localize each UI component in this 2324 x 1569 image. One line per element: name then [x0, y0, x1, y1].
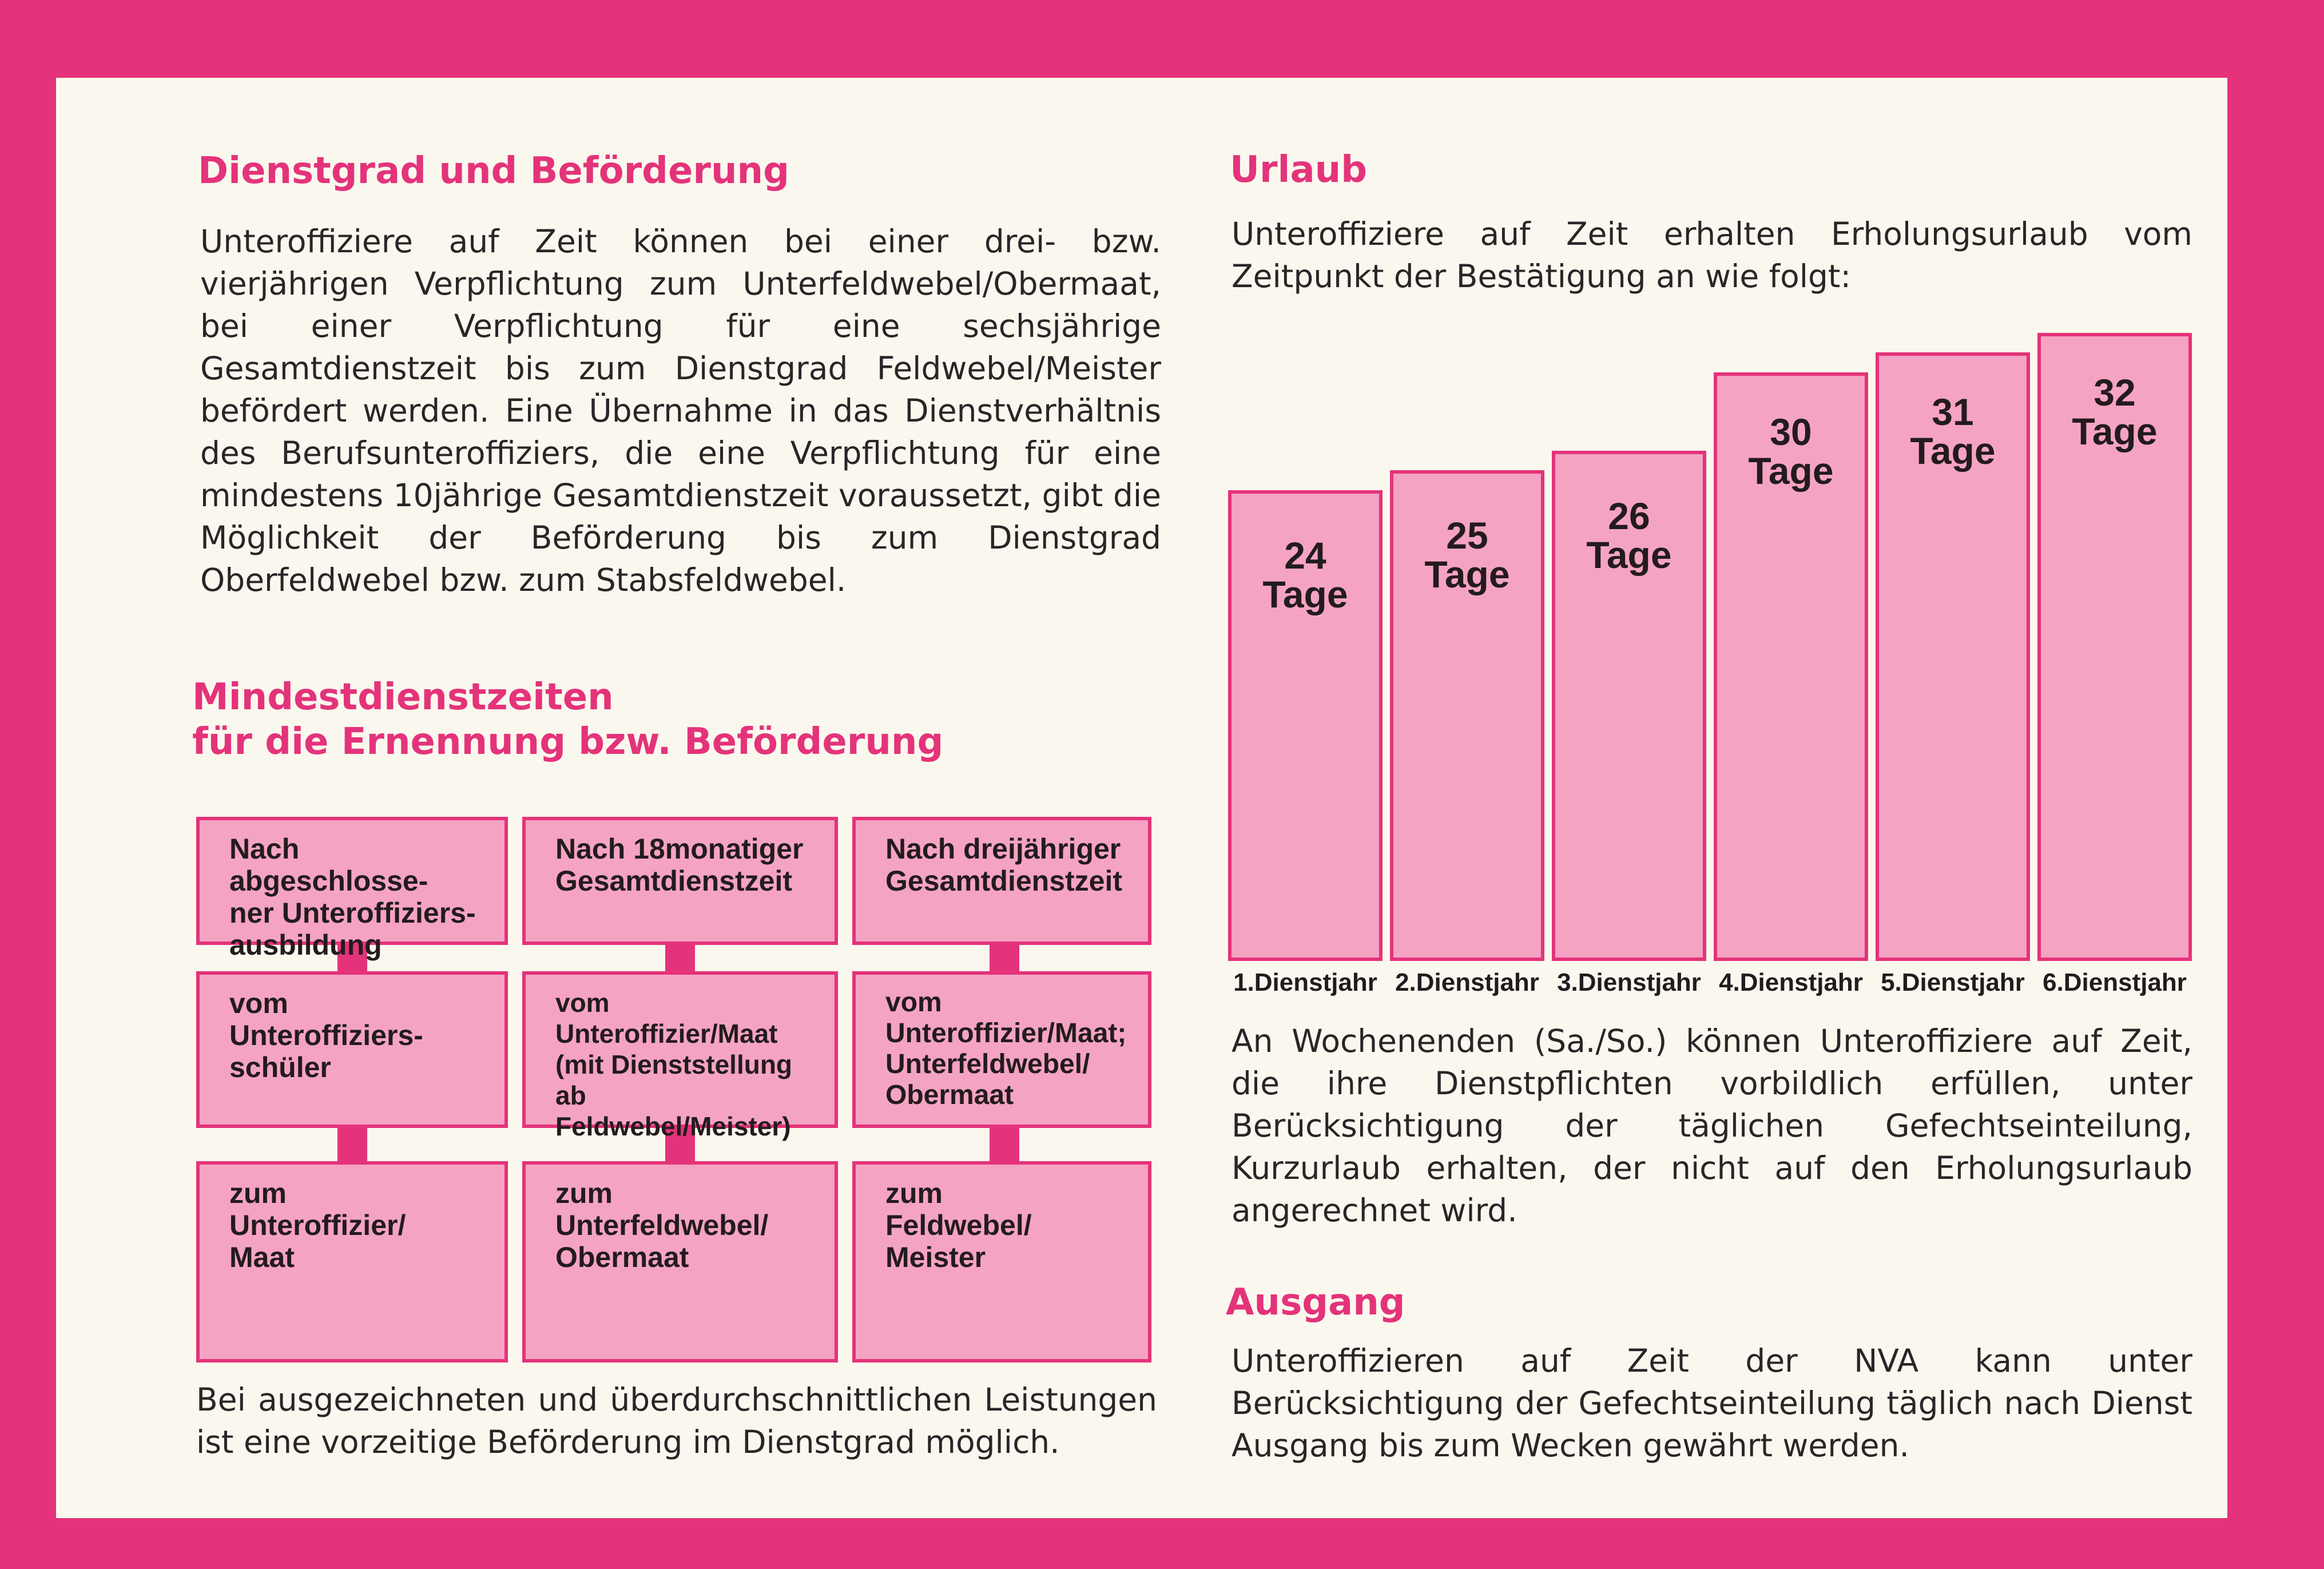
heading-mindestdienstzeiten-line2: für die Ernennung bzw. Beförderung — [192, 721, 944, 763]
x-tick-label-4: 4.Dienstjahr — [1719, 968, 1863, 996]
heading-ausgang: Ausgang — [1226, 1281, 1405, 1324]
from-rank-box-1: vom Unteroffiziers- schüler — [196, 971, 508, 1128]
condition-box-1: Nach abgeschlosse- ner Unteroffiziers- ausbildung — [196, 817, 508, 945]
paragraph-dienstgrad: Unteroffiziere auf Zeit können bei einer drei- bzw. vierjährigen Verpflichtung zum Unterfeldwebel/Obermaat, bei einer Verpflichtung für eine sechsjährige Gesamtdienstzeit bis zum Dienstgrad Feldwebel/Meister befördert werden. Eine Übernahme in das Dienstverhältnis des Berufsunteroffiziers, die eine Verpflichtung für eine mindestens 10jährige Gesamtdienstzeit voraussetzt, gibt die Möglichkeit der Beförderung bis zum Dienstgrad Oberfeldwebel bzw. zum Stabsfeldwebel. — [200, 223, 1161, 598]
x-tick-label-2: 2.Dienstjahr — [1395, 968, 1539, 996]
paragraph-urlaub: Unteroffiziere auf Zeit erhalten Erholungsurlaub vom Zeitpunkt der Bestätigung an wie folgt: — [1231, 216, 2192, 295]
heading-mindestdienstzeiten-line1: Mindestdienstzeiten — [192, 676, 614, 718]
heading-dienstgrad: Dienstgrad und Beförderung — [198, 150, 789, 192]
to-rank-box-2: zum Unterfeldwebel/ Obermaat — [522, 1161, 838, 1363]
bar-value-label-1: 24 Tage — [1262, 534, 1348, 615]
connector — [990, 1127, 1019, 1162]
bar-value-label-5: 31 Tage — [1910, 391, 1996, 472]
paragraph-vorzeitige-befoerderung: Bei ausgezeichneten und überdurchschnittlichen Leistungen ist eine vorzeitige Beförderung im Dienstgrad möglich. — [196, 1381, 1157, 1460]
x-tick-label-5: 5.Dienstjahr — [1881, 968, 2025, 996]
to-rank-box-3: zum Feldwebel/ Meister — [852, 1161, 1151, 1363]
x-tick-label-1: 1.Dienstjahr — [1233, 968, 1377, 996]
bar-value-label-3: 26 Tage — [1586, 494, 1672, 576]
paragraph-ausgang: Unteroffizieren auf Zeit der NVA kann unter Berücksichtigung der Gefechtseinteilung täglich nach Dienst Ausgang bis zum Wecken gewährt werden. — [1231, 1342, 2192, 1464]
heading-urlaub: Urlaub — [1230, 149, 1368, 191]
to-rank-box-1: zum Unteroffizier/ Maat — [196, 1161, 508, 1363]
x-tick-label-6: 6.Dienstjahr — [2043, 968, 2187, 996]
bar-value-label-4: 30 Tage — [1748, 410, 1834, 492]
bar-value-label-6: 32 Tage — [2072, 371, 2158, 452]
from-rank-box-3: vom Unteroffizier/Maat; Unterfeldwebel/ Obermaat — [852, 971, 1151, 1128]
bar-value-label-2: 25 Tage — [1424, 514, 1510, 596]
paragraph-wochenenden: An Wochenenden (Sa./So.) können Unteroffiziere auf Zeit, die ihre Dienstpflichten vorbildlich erfüllen, unter Berücksichtigung der täglichen Gefechtseinteilung, Kurzurlaub erhalten, der nicht auf den Erholungsurlaub angerechnet wird. — [1231, 1023, 2192, 1229]
connector — [665, 944, 695, 972]
connector — [990, 944, 1019, 972]
connector — [337, 1127, 367, 1162]
x-tick-label-3: 3.Dienstjahr — [1557, 968, 1701, 996]
condition-box-2: Nach 18monatiger Gesamtdienstzeit — [522, 817, 838, 945]
condition-box-3: Nach dreijähriger Gesamtdienstzeit — [852, 817, 1151, 945]
from-rank-box-2: vom Unteroffizier/Maat (mit Dienststellung ab Feldwebel/Meister) — [522, 971, 838, 1128]
